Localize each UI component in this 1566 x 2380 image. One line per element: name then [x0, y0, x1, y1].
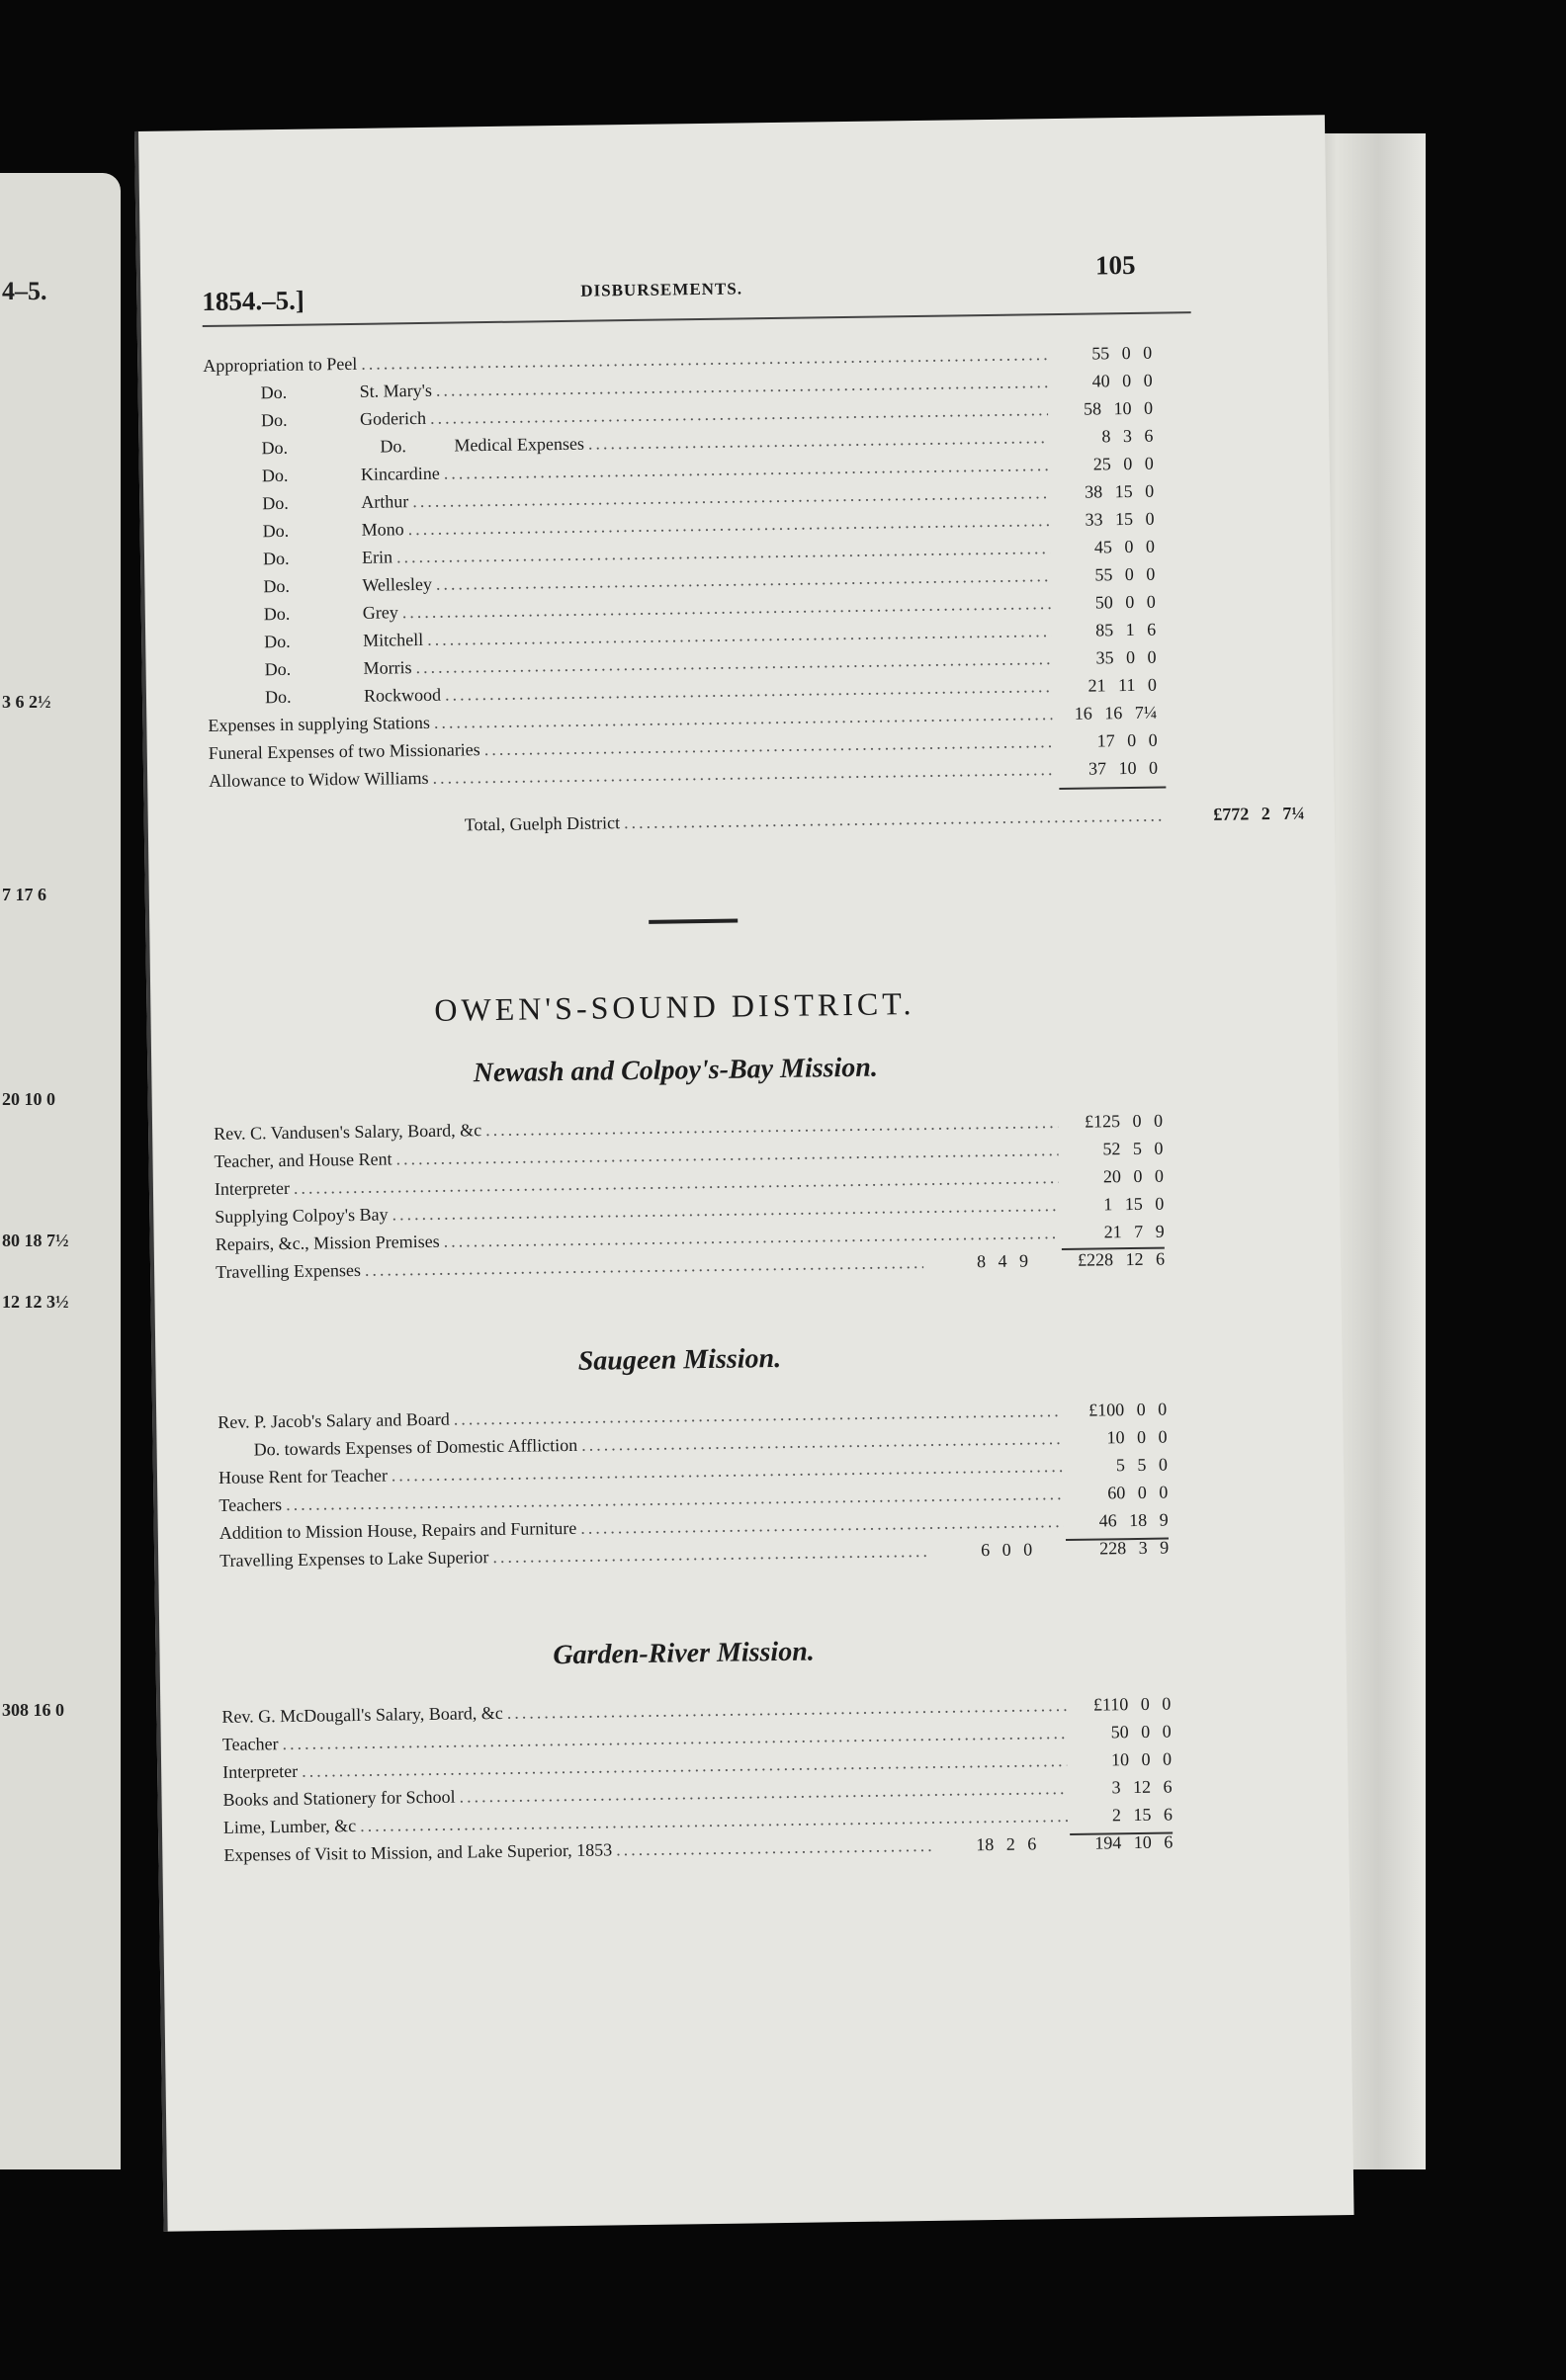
item-label: Books and Stationery for School [222, 1786, 456, 1810]
item-amount: 16 16 7¼ [1074, 702, 1158, 723]
left-page-amount: 308 16 0 [2, 1700, 64, 1720]
total-label: Total, Guelph District [464, 812, 621, 835]
left-page-amount: 12 12 3½ [2, 1292, 69, 1312]
left-page-header-fragment: 4–5. [2, 277, 47, 305]
mission-total: £228 12 6 [1077, 1248, 1166, 1270]
left-page-amount: 7 17 6 [2, 885, 46, 904]
mission-title: Newash and Colpoy's-Bay Mission. [473, 1052, 879, 1089]
item-label: Appropriation to Peel [203, 353, 358, 377]
item-label: House Rent for Teacher [218, 1465, 388, 1488]
item-ditto: Do. [264, 631, 291, 652]
total-amount: £772 2 7¼ [1213, 803, 1305, 824]
left-page-amount: 3 6 2½ [2, 692, 51, 712]
item-amount: 46 18 9 [1098, 1509, 1169, 1531]
item-amount: 2 15 6 [1111, 1804, 1174, 1826]
item-label: Interpreter [222, 1760, 299, 1782]
item-ditto: Do. [380, 436, 407, 457]
item-label: St. Mary's [359, 380, 433, 401]
item-amount: 21 11 0 [1088, 674, 1158, 696]
item-amount: 3 12 6 [1111, 1776, 1173, 1798]
item-label: Kincardine [360, 463, 440, 484]
item-label: Mitchell [363, 629, 424, 650]
item-amount: 55 0 0 [1091, 342, 1153, 364]
item-amount: £110 0 0 [1092, 1693, 1172, 1715]
item-label: Rev. C. Vandusen's Salary, Board, &c [214, 1120, 482, 1144]
item-ditto: Do. [263, 575, 291, 597]
item-amount: 21 7 9 [1103, 1221, 1165, 1242]
mission-title: Saugeen Mission. [577, 1342, 782, 1377]
item-label: Rev. P. Jacob's Salary and Board [218, 1408, 450, 1432]
item-label: Teacher [221, 1734, 279, 1754]
item-ditto: Do. [263, 603, 291, 625]
item-label: Repairs, &c., Mission Premises [215, 1231, 440, 1254]
item-amount: 6 0 0 [980, 1539, 1033, 1561]
item-label: Medical Expenses [454, 433, 585, 456]
item-ditto: Do. [262, 520, 290, 542]
item-amount: 60 0 0 [1107, 1482, 1169, 1503]
item-label: Morris [363, 657, 412, 678]
item-ditto: Do. [260, 409, 288, 431]
item-amount: 33 15 0 [1085, 508, 1155, 530]
item-amount: 35 0 0 [1095, 646, 1157, 668]
item-amount: £100 0 0 [1088, 1399, 1168, 1420]
item-label: Goderich [359, 407, 427, 429]
header-year: 1854.–5.] [202, 285, 305, 317]
item-amount: 1 15 0 [1103, 1193, 1165, 1215]
item-amount: 25 0 0 [1092, 453, 1154, 474]
item-ditto: Do. [264, 658, 292, 680]
item-label: Travelling Expenses to Lake Superior [219, 1547, 489, 1571]
item-label: Travelling Expenses [215, 1259, 362, 1282]
district-title: OWEN'S-SOUND DISTRICT. [434, 985, 915, 1028]
item-label: Allowance to Widow Williams [209, 767, 429, 792]
item-label: Lime, Lumber, &c [222, 1816, 357, 1837]
page-number: 105 [1094, 249, 1136, 281]
left-page-amount: 20 10 0 [2, 1089, 55, 1109]
mission-title: Garden-River Mission. [553, 1636, 815, 1671]
item-amount: 8 4 9 [976, 1250, 1029, 1272]
item-amount: 20 0 0 [1102, 1165, 1164, 1187]
item-label: Rockwood [363, 684, 442, 706]
item-label: Arthur [361, 491, 409, 512]
item-label: Rev. G. McDougall's Salary, Board, &c [221, 1702, 503, 1727]
left-page-amount: 80 18 7½ [2, 1231, 69, 1250]
item-amount: 10 0 0 [1110, 1748, 1173, 1770]
item-label: Interpreter [214, 1177, 291, 1199]
item-ditto: Do. [261, 465, 289, 486]
item-amount: 55 0 0 [1094, 563, 1156, 585]
item-label: Do. towards Expenses of Domestic Affliction [253, 1434, 578, 1460]
item-label: Teacher, and House Rent [214, 1148, 392, 1171]
item-amount: 45 0 0 [1093, 536, 1156, 557]
item-label: Expenses of Visit to Mission, and Lake Superior, 1853 [223, 1839, 613, 1865]
item-label: Grey [362, 602, 398, 623]
item-ditto: Do. [264, 686, 292, 708]
item-amount: 37 10 0 [1088, 757, 1159, 779]
item-amount: 85 1 6 [1094, 619, 1157, 640]
item-label: Addition to Mission House, Repairs and Furniture [218, 1517, 577, 1543]
mission-total: 228 3 9 [1098, 1537, 1170, 1559]
item-amount: 17 0 0 [1096, 729, 1158, 751]
item-amount: 5 5 0 [1115, 1454, 1169, 1476]
previous-page-fragment [0, 173, 121, 2169]
item-ditto: Do. [261, 437, 289, 459]
item-ditto: Do. [260, 382, 288, 403]
item-amount: 50 0 0 [1110, 1721, 1172, 1742]
item-amount: £125 0 0 [1084, 1110, 1164, 1132]
ledger-page [134, 115, 1354, 2232]
mission-total: 194 10 6 [1094, 1831, 1174, 1853]
item-label: Funeral Expenses of two Missionaries [208, 739, 480, 764]
item-ditto: Do. [262, 492, 289, 514]
item-amount: 18 2 6 [976, 1833, 1037, 1855]
item-label: Supplying Colpoy's Bay [215, 1204, 389, 1227]
item-amount: 40 0 0 [1091, 370, 1153, 391]
item-label: Wellesley [362, 573, 433, 595]
subtotal-rule [1059, 786, 1166, 790]
item-label: Expenses in supplying Stations [208, 712, 431, 736]
item-amount: 10 0 0 [1106, 1426, 1168, 1448]
item-amount: 58 10 0 [1083, 397, 1154, 419]
guelph-total-row [465, 801, 1305, 839]
item-label: Mono [361, 519, 404, 540]
item-amount: 50 0 0 [1094, 591, 1156, 613]
item-label: Erin [361, 547, 393, 567]
item-ditto: Do. [262, 548, 290, 569]
item-amount: 52 5 0 [1102, 1138, 1164, 1159]
section-divider [649, 919, 738, 924]
item-amount: 38 15 0 [1085, 480, 1155, 502]
item-amount: 8 3 6 [1101, 425, 1154, 447]
header-rule [203, 311, 1191, 327]
header-title: DISBURSEMENTS. [580, 279, 743, 300]
item-label: Teachers [218, 1494, 283, 1515]
